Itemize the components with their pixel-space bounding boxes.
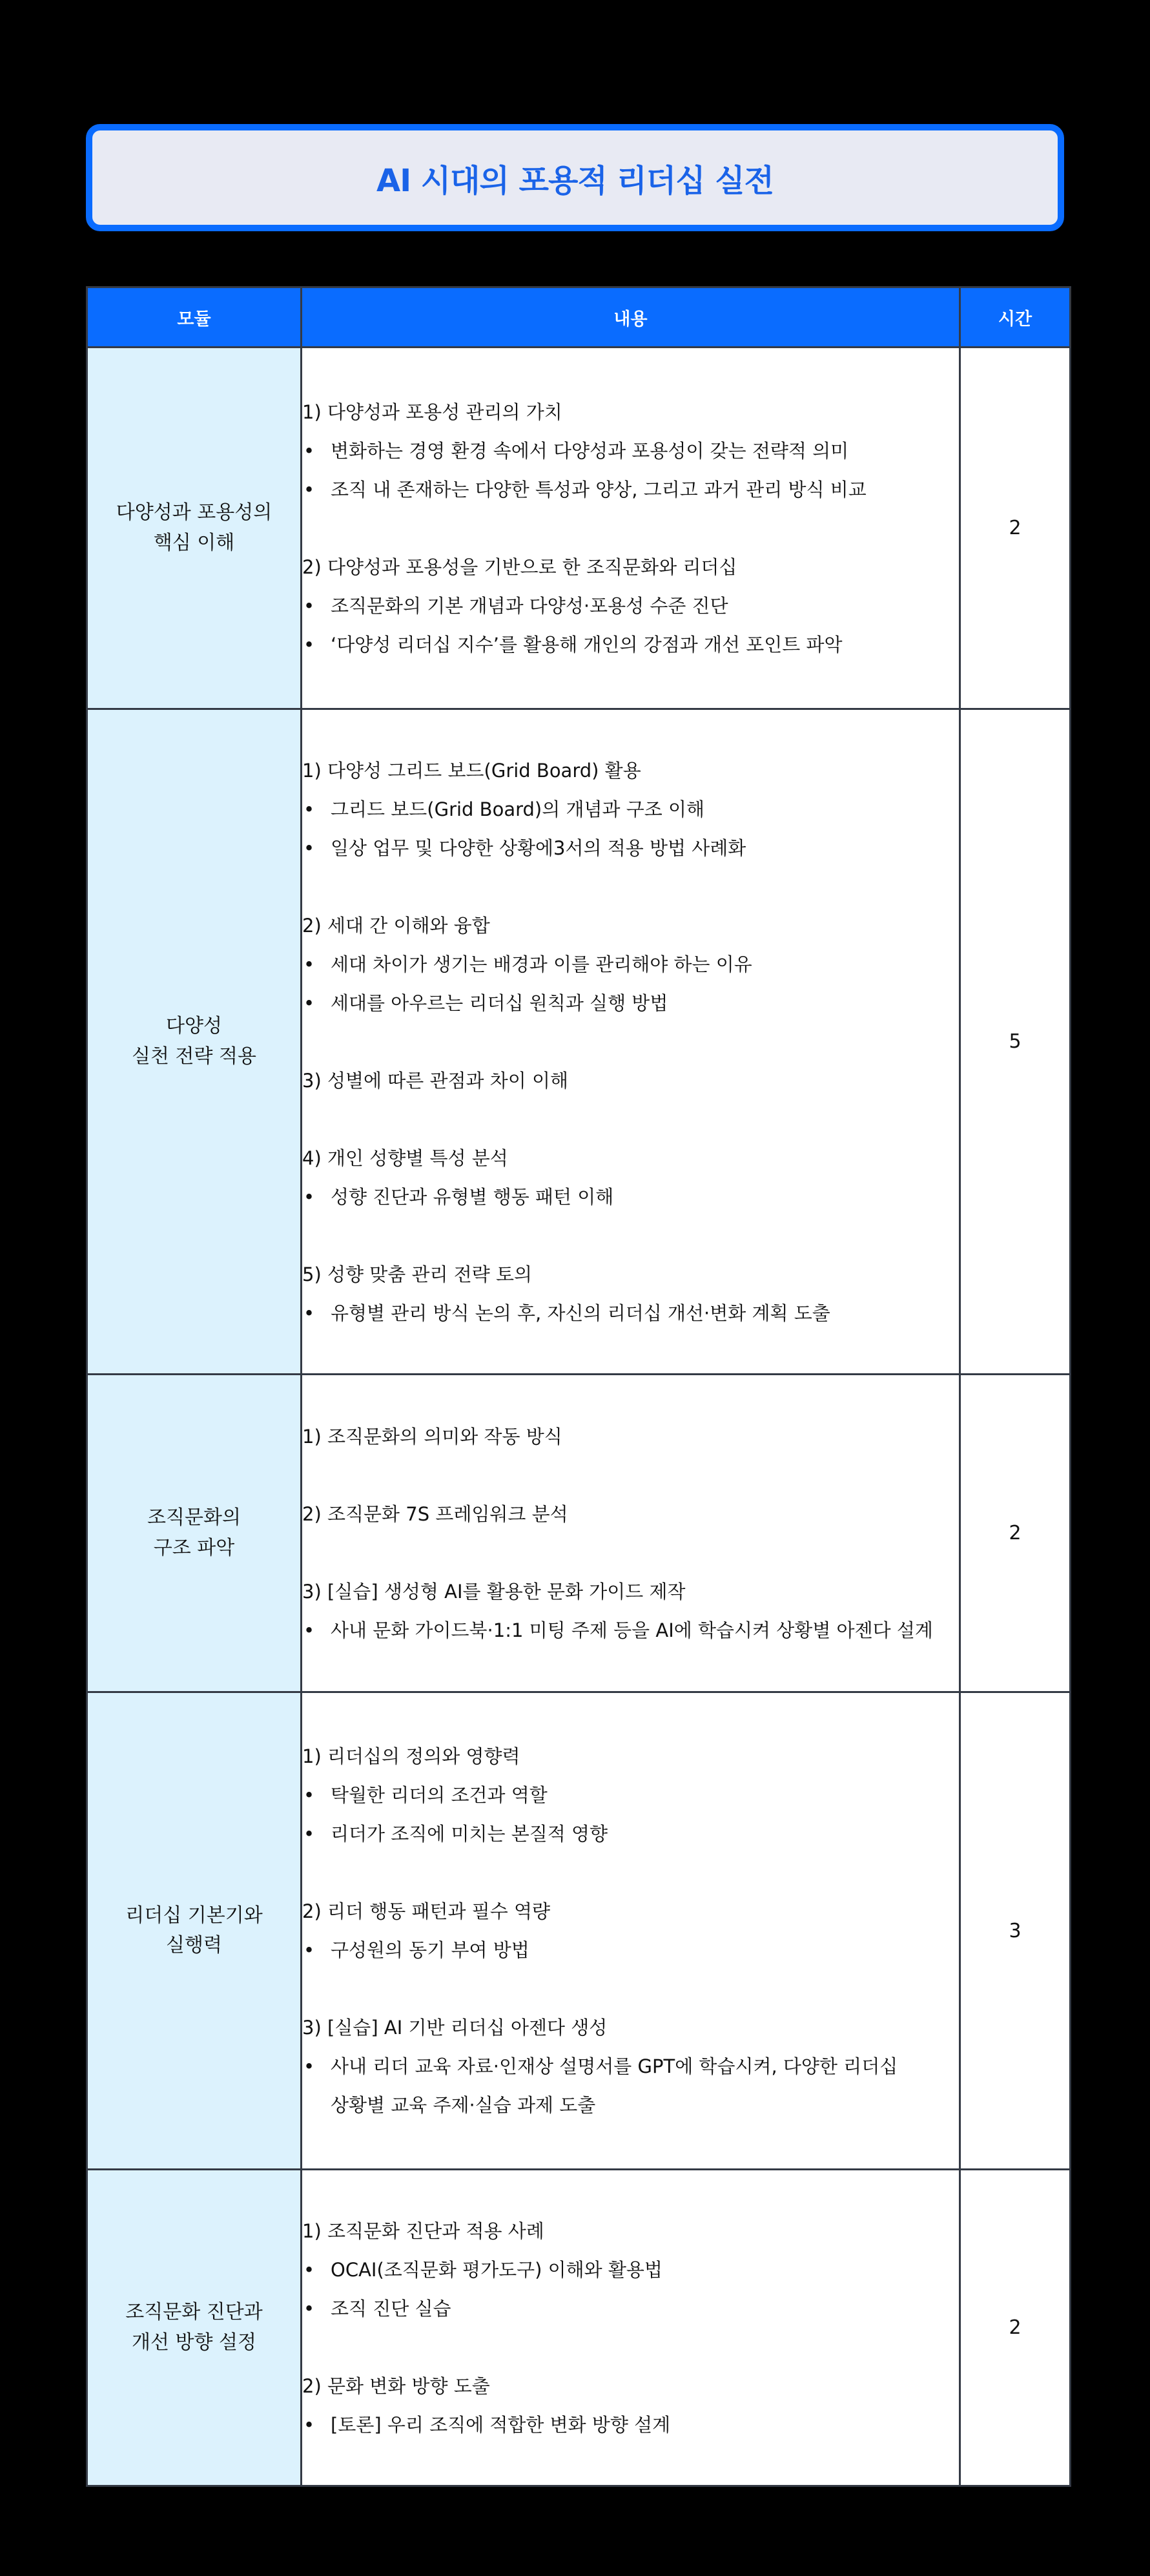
content-cell — [302, 1692, 960, 2170]
content-bullet-item — [302, 1178, 959, 1216]
page-title: AI 시대의 포용적 리더십 실전 — [376, 162, 774, 199]
bullet-icon: • — [303, 2055, 315, 2077]
content-bullet-item — [302, 984, 959, 1023]
bullet-text: 사내 문화 가이드북·1:1 미팅 주제 등을 AI에 학습시켜 상황별 아젠다 설계 — [331, 1619, 933, 1641]
content-heading: 1) 조직문화 진단과 적용 사례 — [302, 2219, 544, 2242]
content-bullet-item — [302, 2405, 959, 2444]
content-heading: 5) 성향 맞춤 관리 전략 토의 — [302, 1263, 532, 1285]
header-row — [87, 287, 1071, 348]
module-name-line: 다양성과 포용성의 — [116, 501, 272, 524]
bullet-text: [토론] 우리 조직에 적합한 변화 방향 설계 — [331, 2413, 671, 2436]
content-cell — [302, 2170, 960, 2486]
bullet-text: 그리드 보드(Grid Board)의 개념과 구조 이해 — [331, 798, 704, 820]
module-name-line: 실행력 — [166, 1934, 222, 1957]
content-bullet-item — [302, 2250, 959, 2289]
bullet-icon: • — [303, 2258, 315, 2281]
module-cell — [87, 1692, 302, 2170]
module-name-line: 구조 파악 — [153, 1536, 235, 1559]
table-row — [87, 1692, 1071, 2170]
curriculum-table — [86, 286, 1071, 2487]
content-bullet-item — [302, 1294, 959, 1333]
content-heading: 2) 다양성과 포용성을 기반으로 한 조직문화와 리더십 — [302, 556, 737, 578]
content-spacer — [302, 1969, 959, 2008]
table-row — [87, 348, 1071, 709]
content-bullet-item — [302, 2289, 959, 2328]
content-heading: 3) [실습] AI 기반 리더십 아젠다 생성 — [302, 2017, 608, 2039]
content-bullet-item — [302, 829, 959, 867]
content-bullet-item — [302, 945, 959, 984]
content-heading: 2) 문화 변화 방향 도출 — [302, 2374, 490, 2397]
content-bullet-item — [302, 790, 959, 829]
bullet-icon: • — [303, 2413, 315, 2436]
bullet-text: 변화하는 경영 환경 속에서 다양성과 포용성이 갖는 전략적 의미 — [331, 439, 849, 462]
content-bullet-item — [302, 1814, 959, 1853]
content-bullet-item — [302, 470, 959, 509]
bullet-icon: • — [303, 1823, 315, 1845]
hours-cell: 5 — [960, 709, 1071, 1375]
module-cell — [87, 348, 302, 709]
content-bullet-item — [302, 587, 959, 625]
content-heading: 2) 리더 행동 패턴과 필수 역량 — [302, 1900, 551, 1922]
module-cell — [87, 2170, 302, 2486]
table-row — [87, 709, 1071, 1375]
module-name-line: 개선 방향 설정 — [132, 2331, 256, 2354]
content-spacer — [302, 1023, 959, 1061]
bullet-text: 리더가 조직에 미치는 본질적 영향 — [331, 1823, 608, 1845]
content-spacer — [302, 509, 959, 548]
module-name-line: 다양성 — [166, 1015, 222, 1037]
bullet-icon: • — [303, 1185, 315, 1208]
content-spacer — [302, 1853, 959, 1892]
content-bullet-item — [302, 625, 959, 664]
bullet-icon: • — [303, 633, 315, 656]
content-bullet-continuation: 상황별 교육 주제·실습 과제 도출 — [331, 2094, 596, 2116]
bullet-text: OCAI(조직문화 평가도구) 이해와 활용법 — [331, 2258, 662, 2281]
content-heading: 2) 세대 간 이해와 융합 — [302, 914, 490, 937]
content-cell — [302, 1375, 960, 1692]
bullet-icon: • — [303, 992, 315, 1014]
content-bullet-item — [302, 1776, 959, 1814]
bullet-text: 세대 차이가 생기는 배경과 이를 관리해야 하는 이유 — [331, 953, 752, 975]
bullet-text: 일상 업무 및 다양한 상황에3서의 적용 방법 사례화 — [331, 836, 746, 859]
bullet-text: 사내 리더 교육 자료·인재상 설명서를 GPT에 학습시켜, 다양한 리더십 — [331, 2055, 898, 2077]
hours-cell: 2 — [960, 1375, 1071, 1692]
bullet-icon: • — [303, 1619, 315, 1641]
content-bullet-item — [302, 1611, 959, 1650]
content-heading: 1) 리더십의 정의와 영향력 — [302, 1745, 520, 1767]
content-spacer — [302, 1100, 959, 1139]
table-header — [87, 287, 1071, 348]
content-bullet-item — [302, 431, 959, 470]
bullet-text: 탁월한 리더의 조건과 역할 — [331, 1784, 548, 1806]
bullet-icon: • — [303, 2297, 315, 2320]
content-heading: 4) 개인 성향별 특성 분석 — [302, 1147, 508, 1169]
content-heading: 2) 조직문화 7S 프레임워크 분석 — [302, 1502, 568, 1525]
hours-cell: 2 — [960, 348, 1071, 709]
bullet-icon: • — [303, 439, 315, 462]
content-spacer — [302, 2328, 959, 2367]
bullet-icon: • — [303, 798, 315, 820]
bullet-text: 구성원의 동기 부여 방법 — [331, 1939, 529, 1961]
content-cell — [302, 709, 960, 1375]
table-row — [87, 2170, 1071, 2486]
title-banner — [86, 124, 1064, 231]
module-cell — [87, 1375, 302, 1692]
module-name-line: 조직문화 진단과 — [125, 2301, 263, 2323]
content-spacer — [302, 867, 959, 906]
content-heading: 1) 조직문화의 의미와 작동 방식 — [302, 1425, 562, 1448]
content-spacer — [302, 1456, 959, 1495]
bullet-text: 성향 진단과 유형별 행동 패턴 이해 — [331, 1185, 614, 1208]
module-cell — [87, 709, 302, 1375]
bullet-text: ‘다양성 리더십 지수’를 활용해 개인의 강점과 개선 포인트 파악 — [331, 633, 843, 656]
module-name-line: 실천 전략 적용 — [132, 1044, 256, 1068]
bullet-icon: • — [303, 594, 315, 617]
bullet-icon: • — [303, 953, 315, 975]
content-heading: 3) [실습] 생성형 AI를 활용한 문화 가이드 제작 — [302, 1580, 686, 1603]
content-bullet-item — [302, 1931, 959, 1969]
content-heading: 1) 다양성과 포용성 관리의 가치 — [302, 400, 562, 423]
content-bullet-item — [302, 2047, 959, 2086]
header-hours: 시간 — [960, 287, 1071, 348]
bullet-icon: • — [303, 478, 315, 501]
module-name-line: 리더십 기본기와 — [125, 1904, 263, 1927]
bullet-icon: • — [303, 1939, 315, 1961]
bullet-text: 유형별 관리 방식 논의 후, 자신의 리더십 개선·변화 계획 도출 — [331, 1302, 830, 1324]
module-name-line: 조직문화의 — [147, 1506, 241, 1529]
table-row — [87, 1375, 1071, 1692]
header-module: 모듈 — [87, 287, 302, 348]
bullet-icon: • — [303, 1784, 315, 1806]
content-heading: 1) 다양성 그리드 보드(Grid Board) 활용 — [302, 759, 641, 782]
hours-cell: 2 — [960, 2170, 1071, 2486]
bullet-icon: • — [303, 1302, 315, 1324]
bullet-text: 조직 진단 실습 — [331, 2297, 451, 2320]
hours-cell: 3 — [960, 1692, 1071, 2170]
module-name-line: 핵심 이해 — [153, 531, 235, 554]
header-content: 내용 — [302, 287, 960, 348]
content-spacer — [302, 1533, 959, 1572]
bullet-text: 조직 내 존재하는 다양한 특성과 양상, 그리고 과거 관리 방식 비교 — [331, 478, 867, 501]
table-body — [87, 348, 1071, 2486]
bullet-icon: • — [303, 836, 315, 859]
content-heading: 3) 성별에 따른 관점과 차이 이해 — [302, 1069, 569, 1092]
content-cell — [302, 348, 960, 709]
content-spacer — [302, 1216, 959, 1255]
bullet-text: 조직문화의 기본 개념과 다양성·포용성 수준 진단 — [331, 594, 728, 617]
bullet-text: 세대를 아우르는 리더십 원칙과 실행 방법 — [331, 992, 668, 1014]
